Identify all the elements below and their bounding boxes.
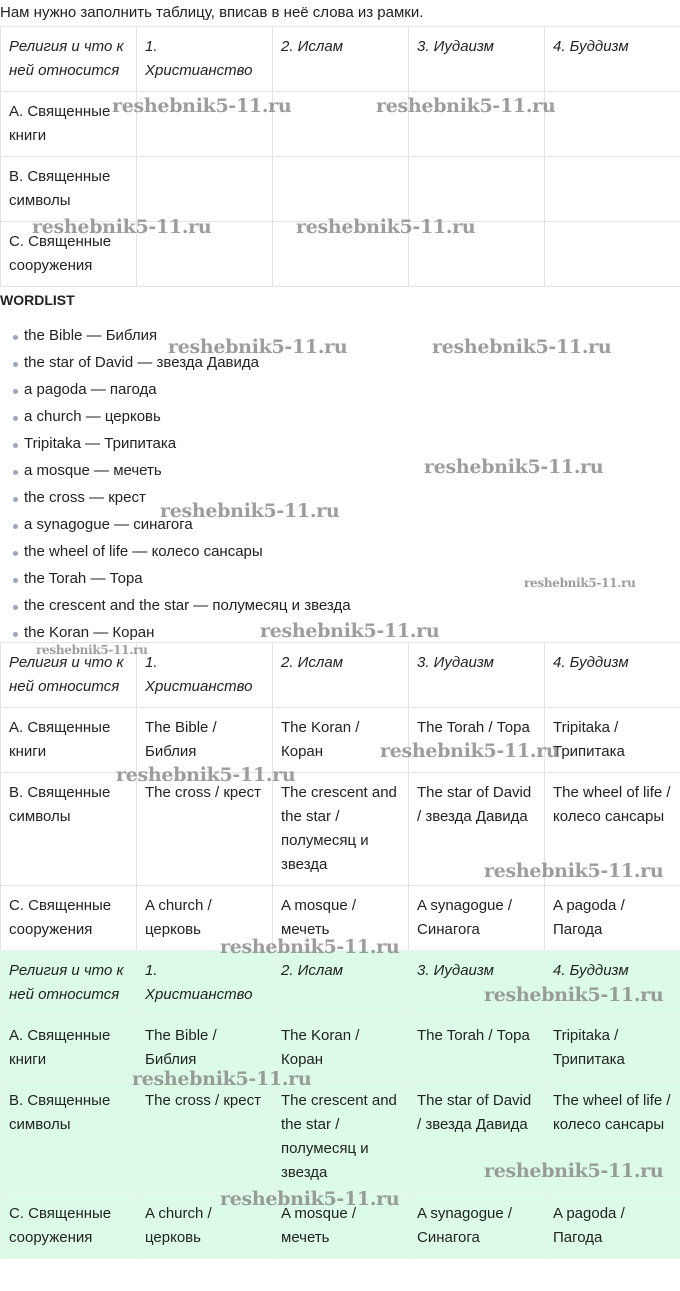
wordlist-title: WORDLIST bbox=[0, 292, 75, 308]
watermark-text: reshebnik5-11.ru bbox=[484, 984, 664, 1006]
answer-cell: A pagoda / Пагода bbox=[545, 1194, 680, 1259]
list-item bbox=[0, 379, 351, 406]
list-item-text: a mosque — мечеть bbox=[24, 462, 162, 479]
header-cell-christianity: 1. Христианство bbox=[137, 643, 273, 708]
answer-cell: The cross / крест bbox=[137, 773, 273, 886]
table-row bbox=[1, 92, 680, 157]
answer-cell: Tripitaka / Трипитака bbox=[545, 1016, 680, 1081]
header-cell-christianity: 1. Христианство bbox=[137, 951, 273, 1016]
list-item-text: the cross — крест bbox=[24, 489, 146, 506]
header-cell-christianity: 1. Христианство bbox=[137, 27, 273, 92]
answer-cell: The star of David / звезда Давида bbox=[409, 1081, 545, 1194]
header-cell-islam: 2. Ислам bbox=[273, 27, 409, 92]
watermark-text: reshebnik5-11.ru bbox=[160, 500, 340, 522]
answer-cell: The Torah / Тора bbox=[409, 1016, 545, 1081]
header-cell-buddhism: 4. Буддизм bbox=[545, 643, 680, 708]
answer-cell: A pagoda / Пагода bbox=[545, 886, 680, 951]
watermark-text: reshebnik5-11.ru bbox=[524, 576, 636, 590]
list-item bbox=[0, 406, 351, 433]
watermark-text: reshebnik5-11.ru bbox=[116, 764, 296, 786]
answer-cell: A mosque / мечеть bbox=[273, 1194, 409, 1259]
watermark-text: reshebnik5-11.ru bbox=[296, 216, 476, 238]
header-cell-judaism: 3. Иудаизм bbox=[409, 951, 545, 1016]
list-item-text: the Bible — Библия bbox=[24, 327, 158, 344]
bullet-icon bbox=[13, 551, 18, 556]
table-row bbox=[1, 708, 680, 773]
table-header-row bbox=[1, 27, 680, 92]
header-cell-buddhism: 4. Буддизм bbox=[545, 27, 680, 92]
list-item bbox=[0, 568, 351, 595]
watermark-text: reshebnik5-11.ru bbox=[32, 216, 212, 238]
answer-cell: A synagogue / Синагога bbox=[409, 886, 545, 951]
list-item bbox=[0, 595, 351, 622]
watermark-text: reshebnik5-11.ru bbox=[36, 643, 148, 657]
list-item-text: the crescent and the star — полумесяц и звезда bbox=[24, 597, 351, 614]
header-cell-buddhism: 4. Буддизм bbox=[545, 951, 680, 1016]
answer-cell: The wheel of life / колесо сансары bbox=[545, 773, 680, 886]
answer-cell: The Koran / Коран bbox=[273, 708, 409, 773]
header-cell-religion: Религия и что к ней относится bbox=[1, 27, 137, 92]
empty-cell bbox=[545, 92, 680, 157]
bullet-icon bbox=[13, 335, 18, 340]
list-item-text: the Koran — Коран bbox=[24, 624, 155, 641]
answer-cell: The Bible / Библия bbox=[137, 708, 273, 773]
row-label-symbols: B. Священные символы bbox=[1, 773, 137, 886]
task-table-empty bbox=[0, 26, 680, 287]
answer-cell: The crescent and the star / полумесяц и звезда bbox=[273, 1081, 409, 1194]
empty-cell bbox=[545, 222, 680, 287]
bullet-icon bbox=[13, 389, 18, 394]
answer-table bbox=[0, 642, 680, 951]
bullet-icon bbox=[13, 605, 18, 610]
list-item-text: a church — церковь bbox=[24, 408, 161, 425]
header-cell-islam: 2. Ислам bbox=[273, 951, 409, 1016]
empty-cell bbox=[409, 157, 545, 222]
watermark-text: reshebnik5-11.ru bbox=[220, 1188, 400, 1210]
header-cell-islam: 2. Ислам bbox=[273, 643, 409, 708]
answer-cell: The crescent and the star / полумесяц и звезда bbox=[273, 773, 409, 886]
row-label-buildings: C. Священные сооружения bbox=[1, 222, 137, 287]
row-label-symbols: B. Священные символы bbox=[1, 1081, 137, 1194]
empty-cell bbox=[545, 157, 680, 222]
list-item-text: the Torah — Тора bbox=[24, 570, 143, 587]
header-cell-religion: Религия и что к ней относится bbox=[1, 643, 137, 708]
header-cell-judaism: 3. Иудаизм bbox=[409, 643, 545, 708]
list-item-text: the star of David — звезда Давида bbox=[24, 354, 259, 371]
answer-cell: The star of David / звезда Давида bbox=[409, 773, 545, 886]
list-item bbox=[0, 541, 351, 568]
bullet-icon bbox=[13, 578, 18, 583]
answer-cell: The cross / крест bbox=[137, 1081, 273, 1194]
watermark-text: reshebnik5-11.ru bbox=[168, 336, 348, 358]
watermark-text: reshebnik5-11.ru bbox=[112, 95, 292, 117]
watermark-text: reshebnik5-11.ru bbox=[132, 1068, 312, 1090]
answer-cell: A synagogue / Синагога bbox=[409, 1194, 545, 1259]
list-item bbox=[0, 433, 351, 460]
table-row bbox=[1, 157, 680, 222]
list-item-text: Tripitaka — Трипитака bbox=[24, 435, 177, 452]
answer-cell: Tripitaka / Трипитака bbox=[545, 708, 680, 773]
header-cell-religion: Религия и что к ней относится bbox=[1, 951, 137, 1016]
answer-cell: A mosque / мечеть bbox=[273, 886, 409, 951]
watermark-text: reshebnik5-11.ru bbox=[484, 1160, 664, 1182]
watermark-text: reshebnik5-11.ru bbox=[424, 456, 604, 478]
row-label-symbols: B. Священные символы bbox=[1, 157, 137, 222]
list-item-text: the wheel of life — колесо сансары bbox=[24, 543, 263, 560]
watermark-text: reshebnik5-11.ru bbox=[220, 936, 400, 958]
table-row bbox=[1, 1016, 680, 1081]
header-cell-judaism: 3. Иудаизм bbox=[409, 27, 545, 92]
bullet-icon bbox=[13, 362, 18, 367]
wordlist bbox=[0, 325, 351, 649]
bullet-icon bbox=[13, 497, 18, 502]
watermark-text: reshebnik5-11.ru bbox=[484, 860, 664, 882]
answer-cell: The Koran / Коран bbox=[273, 1016, 409, 1081]
row-label-books: A. Священные книги bbox=[1, 708, 137, 773]
row-label-books: A. Священные книги bbox=[1, 92, 137, 157]
list-item bbox=[0, 460, 351, 487]
bullet-icon bbox=[13, 524, 18, 529]
row-label-buildings: C. Священные сооружения bbox=[1, 1194, 137, 1259]
answer-cell: The wheel of life / колесо сансары bbox=[545, 1081, 680, 1194]
empty-cell bbox=[137, 157, 273, 222]
bullet-icon bbox=[13, 470, 18, 475]
row-label-buildings: C. Священные сооружения bbox=[1, 886, 137, 951]
answer-cell: A church / церковь bbox=[137, 1194, 273, 1259]
watermark-text: reshebnik5-11.ru bbox=[380, 740, 560, 762]
empty-cell bbox=[273, 157, 409, 222]
bullet-icon bbox=[13, 416, 18, 421]
list-item-text: a synagogue — синагога bbox=[24, 516, 193, 533]
bullet-icon bbox=[13, 443, 18, 448]
row-label-books: A. Священные книги bbox=[1, 1016, 137, 1081]
watermark-text: reshebnik5-11.ru bbox=[432, 336, 612, 358]
watermark-text: reshebnik5-11.ru bbox=[260, 620, 440, 642]
watermark-text: reshebnik5-11.ru bbox=[376, 95, 556, 117]
intro-text: Нам нужно заполнить таблицу, вписав в неё слова из рамки. bbox=[0, 4, 424, 21]
answer-cell: The Torah / Тора bbox=[409, 708, 545, 773]
answer-cell: The Bible / Библия bbox=[137, 1016, 273, 1081]
answer-cell: A church / церковь bbox=[137, 886, 273, 951]
bullet-icon bbox=[13, 632, 18, 637]
list-item-text: a pagoda — пагода bbox=[24, 381, 157, 398]
